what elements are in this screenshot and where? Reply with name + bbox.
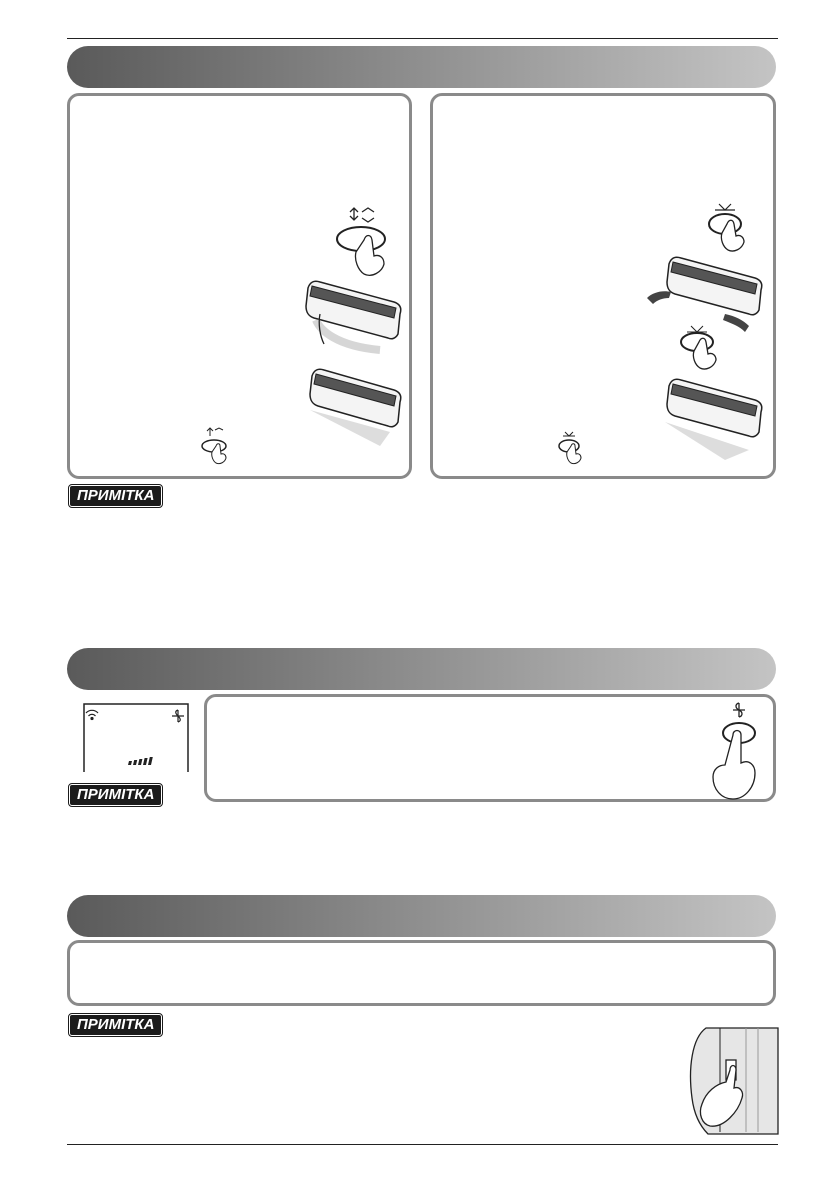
fan-button-icon (733, 703, 745, 717)
swing-icon (350, 208, 374, 222)
note-badge-3: ПРИМІТКА (70, 1015, 161, 1035)
section-header-1 (67, 46, 776, 88)
panel-section-3 (67, 940, 776, 1006)
direction-button-small-illustration (555, 430, 605, 480)
panel-direction-right (430, 93, 776, 479)
panel-fan (204, 694, 776, 802)
section-header-2 (67, 648, 776, 690)
swing-button-illustration (326, 204, 406, 284)
unit-side-button-illustration (686, 1028, 778, 1150)
indoor-unit-swing-illustration (298, 280, 410, 360)
panel-swing-left (67, 93, 412, 479)
note-badge-1: ПРИМІТКА (70, 486, 161, 506)
top-rule (67, 38, 778, 39)
section-header-3 (67, 895, 776, 937)
indoor-unit-direction-illustration (643, 256, 773, 376)
remote-display-illustration (82, 702, 192, 774)
fan-button-illustration (709, 699, 773, 803)
note-badge-2: ПРИМІТКА (70, 785, 161, 805)
bottom-rule (67, 1144, 778, 1145)
indoor-unit-fixed-illustration (298, 368, 410, 458)
indoor-unit-direction-fixed-illustration (655, 378, 773, 468)
swing-button-small-illustration (196, 426, 246, 476)
